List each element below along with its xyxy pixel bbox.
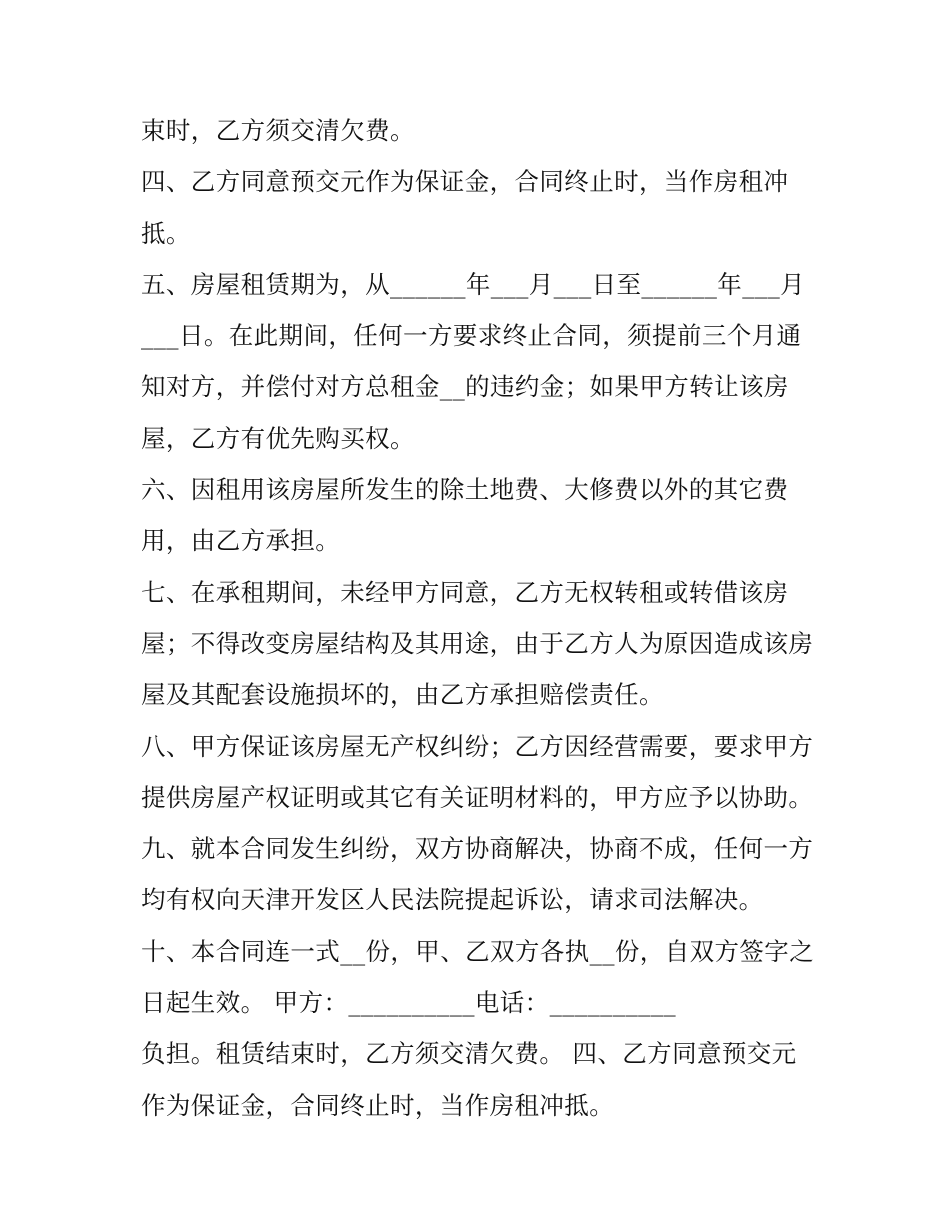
text-line: 均有权向天津开发区人民法院提起诉讼，请求司法解决。 <box>141 885 764 915</box>
text-line: 七、在承租期间，未经甲方同意，乙方无权转租或转借该房 <box>141 577 789 607</box>
text-line: ___日。在此期间，任何一方要求终止合同，须提前三个月通 <box>141 321 802 351</box>
text-line: 六、因租用该房屋所发生的除土地费、大修费以外的其它费 <box>141 475 789 505</box>
text-line: 屋；不得改变房屋结构及其用途，由于乙方人为原因造成该房 <box>141 628 814 658</box>
text-line: 屋，乙方有优先购买权。 <box>141 423 415 453</box>
contract-text <box>141 105 841 1131</box>
text-line: 屋及其配套设施损坏的，由乙方承担赔偿责任。 <box>141 680 664 710</box>
text-line: 日起生效。 甲方：__________电话：__________ <box>141 988 677 1018</box>
text-line: 八、甲方保证该房屋无产权纠纷；乙方因经营需要，要求甲方 <box>141 731 814 761</box>
text-line: 九、就本合同发生纠纷，双方协商解决，协商不成，任何一方 <box>141 834 814 864</box>
text-line: 四、乙方同意预交元作为保证金，合同终止时，当作房租冲 <box>141 167 789 197</box>
text-line: 知对方，并偿付对方总租金__的违约金；如果甲方转让该房 <box>141 372 789 402</box>
text-line: 作为保证金，合同终止时，当作房租冲抵。 <box>141 1090 615 1120</box>
text-line: 用，由乙方承担。 <box>141 526 341 556</box>
text-line: 抵。 <box>141 218 191 248</box>
text-line: 提供房屋产权证明或其它有关证明材料的，甲方应予以协助。 <box>141 782 814 812</box>
text-line: 十、本合同连一式__份，甲、乙双方各执__份，自双方签字之 <box>141 936 815 966</box>
text-line: 五、房屋租赁期为，从______年___月___日至______年___月 <box>141 269 806 299</box>
text-line: 束时，乙方须交清欠费。 <box>141 116 415 145</box>
text-line: 负担。租赁结束时，乙方须交清欠费。 四、乙方同意预交元 <box>141 1039 797 1069</box>
